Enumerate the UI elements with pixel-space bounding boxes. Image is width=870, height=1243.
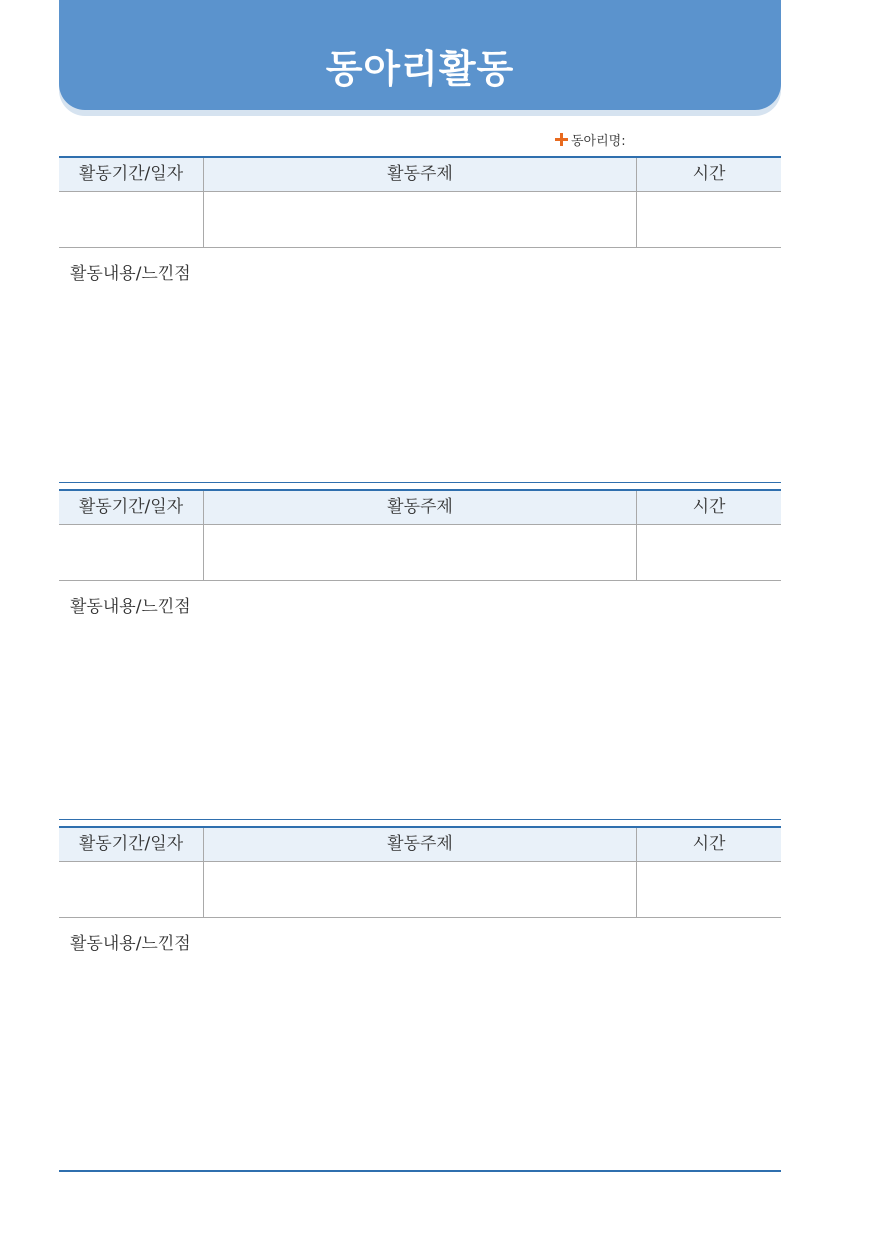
table-row <box>59 525 781 580</box>
topic-cell[interactable] <box>204 192 637 247</box>
section-divider <box>59 819 781 820</box>
table-header-row <box>59 158 781 192</box>
topic-cell[interactable] <box>204 525 637 580</box>
bottom-divider <box>59 1170 781 1172</box>
plus-icon <box>555 133 568 146</box>
club-name-label: 동아리명: <box>571 134 626 149</box>
activity-section-1 <box>59 149 781 469</box>
header-period: 활동기간/일자 <box>59 828 204 861</box>
content-label: 활동내용/느낀점 <box>70 934 191 954</box>
time-cell[interactable] <box>637 862 781 917</box>
topic-cell[interactable] <box>204 862 637 917</box>
section-divider <box>59 482 781 483</box>
header-period: 활동기간/일자 <box>59 158 204 191</box>
table-row <box>59 192 781 247</box>
activity-table <box>59 489 781 581</box>
title-banner <box>59 0 781 110</box>
header-time: 시간 <box>692 164 726 184</box>
activity-table <box>59 826 781 918</box>
header-time: 시간 <box>692 834 726 854</box>
page-title: 동아리활동 <box>325 47 515 91</box>
header-topic: 활동주제 <box>204 158 637 191</box>
time-cell[interactable] <box>637 525 781 580</box>
table-header-row <box>59 828 781 862</box>
header-period: 활동기간/일자 <box>59 491 204 524</box>
content-label: 활동내용/느낀점 <box>70 264 191 284</box>
activity-table <box>59 156 781 248</box>
period-cell[interactable] <box>59 862 204 917</box>
table-header-row <box>59 491 781 525</box>
table-row <box>59 862 781 917</box>
activity-section-3 <box>59 819 781 1139</box>
club-name-field[interactable] <box>555 130 626 149</box>
content-label: 활동내용/느낀점 <box>70 597 191 617</box>
period-cell[interactable] <box>59 192 204 247</box>
activity-section-2 <box>59 482 781 802</box>
period-cell[interactable] <box>59 525 204 580</box>
header-topic: 활동주제 <box>204 491 637 524</box>
header-time: 시간 <box>692 497 726 517</box>
time-cell[interactable] <box>637 192 781 247</box>
header-topic: 활동주제 <box>204 828 637 861</box>
